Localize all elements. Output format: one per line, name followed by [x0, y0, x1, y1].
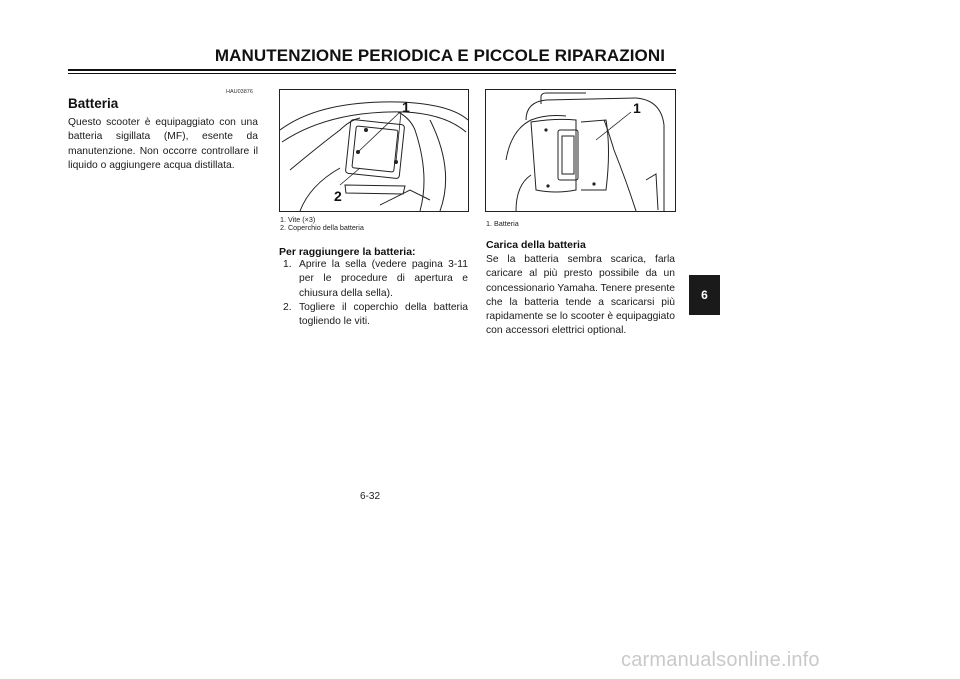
- battery-illustration: [486, 90, 675, 211]
- procedure-steps: [283, 258, 468, 329]
- figure1-captions: [280, 216, 364, 232]
- step-number: 1.: [283, 259, 292, 270]
- charging-heading: Carica della batteria: [486, 239, 586, 251]
- header-rule-thin: [68, 73, 676, 74]
- figure-battery-cover: [279, 89, 469, 212]
- figure-battery: [485, 89, 676, 212]
- step-item: [283, 301, 468, 330]
- chapter-tab: 6: [689, 275, 720, 315]
- charging-body-text: Se la batteria sembra scarica, farla caricare al più presto possibile da un concessionario Yamaha. Tenere presente che la batteria tende a scaricarsi più rapidamente se lo scooter è equipaggiato con accessori elettrici optional.: [486, 254, 675, 337]
- section-title: Batteria: [68, 96, 119, 111]
- section-body-text: Questo scooter è equipaggiato con una batteria sigillata (MF), esente da manutenzione. Non occorre controllare il liquido o aggiungere acqua distillata.: [68, 117, 258, 171]
- battery-cover-illustration: [280, 90, 468, 211]
- page-number: 6-32: [360, 491, 381, 502]
- callout-1: 1: [402, 99, 410, 115]
- step-number: 2.: [283, 301, 292, 313]
- caption-line: 2. Coperchio della batteria: [280, 223, 364, 232]
- procedure-heading: Per raggiungere la batteria:: [279, 246, 416, 258]
- watermark: carmanualsonline.info: [621, 649, 820, 671]
- section-code: HAU03876: [226, 89, 253, 95]
- header-rule: [68, 69, 676, 71]
- callout-2: 2: [334, 188, 342, 204]
- step-text: Aprire la sella (vedere pagina 3-11 per le procedure di apertura e chiusura della sella).: [299, 259, 468, 299]
- figure2-caption: 1. Batteria: [486, 219, 519, 228]
- page-title: MANUTENZIONE PERIODICA E PICCOLE RIPARAZIONI: [214, 46, 666, 65]
- step-item: [283, 258, 468, 301]
- caption-line: 1. Vite (×3): [280, 215, 316, 224]
- callout-1: 1: [633, 100, 641, 116]
- step-text: Togliere il coperchio della batteria togliendo le viti.: [299, 301, 468, 328]
